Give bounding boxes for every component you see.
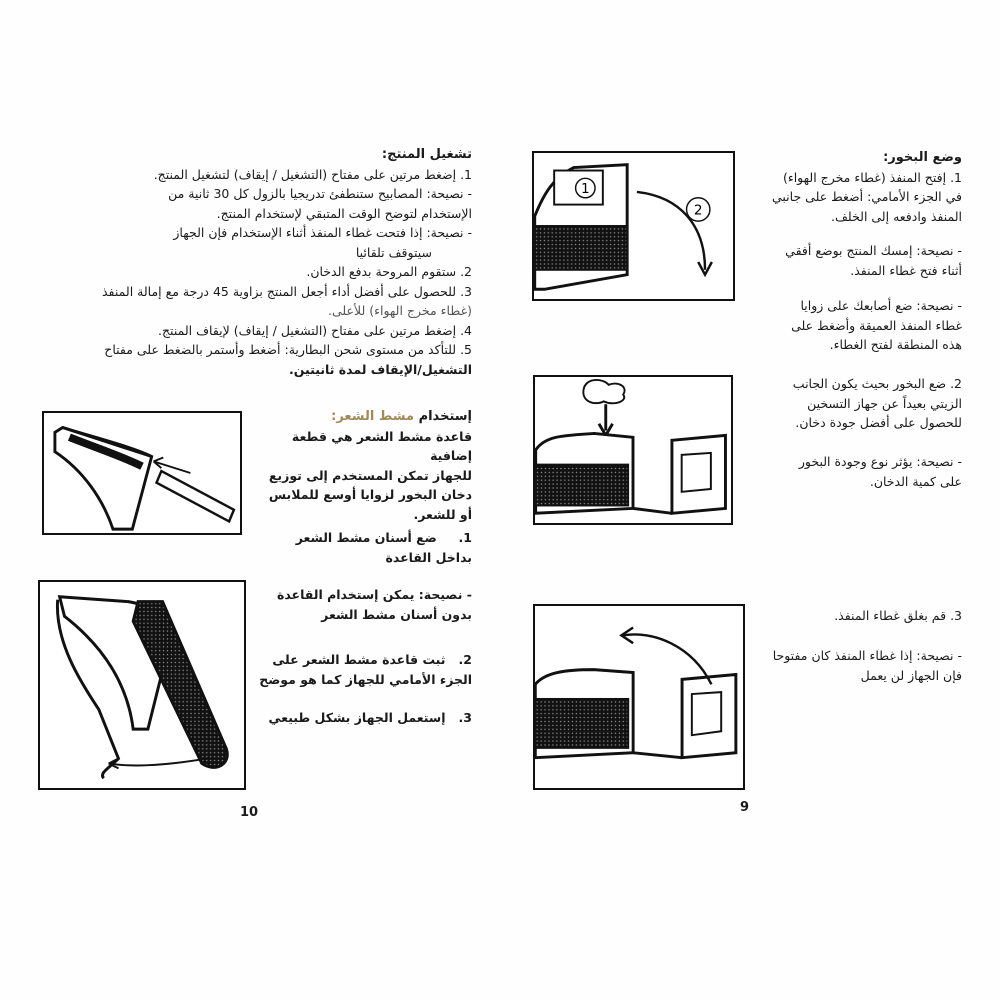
step-line: 2. ضع البخور بحيث يكون الجانب [792, 376, 962, 391]
tip-line: - نصيحة: إمسك المنتج بوضع أفقي [785, 243, 962, 258]
tip-line: - نصيحة: إذا غطاء المنفذ كان مفتوحا [772, 648, 962, 663]
tip-line: فإن الجهاز لن يعمل [860, 667, 962, 683]
tip-line: غطاء المنفذ العميقة وأضغط على [791, 317, 962, 333]
operate-line: (غطاء مخرج الهواء) للأعلى. [328, 303, 472, 318]
step-number: 1. [458, 530, 472, 545]
comb-tip-line: بدون أسنان مشط الشعر [321, 606, 472, 622]
tip-incense-quality [740, 452, 962, 491]
step-text: ضع أسنان مشط الشعر [295, 530, 437, 545]
step-text: ثبت قاعدة مشط الشعر على [272, 652, 446, 667]
step-number: 2. [458, 652, 472, 667]
comb-step-line: بداخل القاعدة [385, 549, 472, 565]
place-heading: وضع البخور: [883, 150, 962, 165]
step-3-close-outlet [750, 606, 962, 626]
step-text: إستعمل الجهاز بشكل طبيعي [268, 710, 446, 725]
operate-section [20, 145, 472, 379]
comb-insert-illustration [44, 413, 240, 533]
close-outlet-figure [533, 604, 745, 790]
step-number: 3. [458, 710, 472, 725]
tip-line: هذه المنطقة لفتح الغطاء. [829, 337, 962, 352]
operate-line: 5. للتأكد من مستوى شحن البطارية: أضغط وأستمر بالضغط على مفتاح [104, 342, 472, 357]
tip-line: أثناء فتح غطاء المنفذ. [850, 262, 962, 278]
figure-label-2: 2 [693, 202, 703, 219]
operate-line: - نصيحة: المصابيح ستنطفئ تدريجيا بالزول كل 30 ثانية من [168, 186, 472, 201]
comb-section [250, 407, 472, 524]
place-line: 1. إفتح المنفذ (غطاء مخرج الهواء) [782, 169, 962, 185]
operate-line: الإستخدام لتوضح الوقت المتبقي لإستخدام المنتج. [216, 205, 472, 221]
tip-line: على كمية الدخان. [869, 473, 962, 489]
operate-line: التشغيل/الإيقاف لمدة ثانيتين. [289, 361, 472, 377]
operate-line: 3. للحصول على أفضل أداء أجعل المنتج بزاوية 45 درجة مع إمالة المنفذ [102, 283, 472, 299]
place-line: المنفذ وادفعه إلى الخلف. [831, 208, 962, 224]
tip-outlet-open [744, 646, 962, 685]
comb-heading [250, 407, 472, 427]
operate-line: 4. إضغط مرتين على مفتاح (التشغيل / إيقاف) لإيقاف المنتج. [158, 322, 472, 338]
comb-step-1 [250, 528, 472, 567]
close-outlet-illustration [535, 606, 743, 788]
operate-line: سيتوقف تلقائيا [355, 244, 432, 260]
place-line: في الجزء الأمامي: أضغط على جانبي [771, 189, 962, 204]
comb-step-line [250, 650, 472, 670]
comb-insert-figure [42, 411, 242, 535]
place-incense-figure [533, 375, 733, 525]
tip-fingers [740, 296, 962, 355]
operate-line: - نصيحة: إذا فتحت غطاء المنفذ أثناء الإستخدام فإن الجهاز [173, 225, 472, 240]
comb-intro-line: دخان البخور لزوايا أوسع للملابس [268, 487, 472, 502]
comb-tip [250, 585, 472, 624]
tip-line: - نصيحة: ضع أصابعك على زوايا [800, 298, 962, 313]
comb-step-2 [250, 650, 472, 689]
comb-attached-illustration [40, 582, 244, 788]
tip-line: - نصيحة: يؤثر نوع وجودة البخور [798, 454, 962, 469]
tip-horizontal [740, 241, 962, 280]
page-number-left: 10 [240, 805, 259, 820]
step-2-place-incense [740, 374, 962, 433]
comb-attached-figure [38, 580, 246, 790]
operate-line: 1. إضغط مرتين على مفتاح (التشغيل / إيقاف) لتشغيل المنتج. [153, 166, 472, 182]
comb-intro-line: قاعدة مشط الشعر هي قطعة إضافية [291, 428, 472, 463]
page-number-right: 9 [740, 800, 750, 815]
comb-intro-line: للجهاز تمكن المستخدم إلى توزيع [268, 467, 472, 483]
comb-heading-prefix: إستخدام [418, 409, 472, 424]
comb-step-line: الجزء الأمامي للجهاز كما هو موضح [259, 671, 472, 687]
open-outlet-illustration [534, 153, 733, 299]
operate-heading: تشغيل المنتج: [381, 147, 472, 162]
comb-step-line [250, 708, 472, 728]
comb-step-3 [250, 708, 472, 728]
open-outlet-figure [532, 151, 735, 301]
right-page [500, 0, 1000, 1000]
step-line: 3. قم بغلق غطاء المنفذ. [834, 608, 962, 623]
operate-line: 2. ستقوم المروحة بدفع الدخان. [306, 264, 472, 279]
comb-intro-line: أو للشعر. [413, 506, 472, 522]
place-incense-illustration [535, 377, 731, 523]
figure-label-1: 1 [580, 180, 590, 197]
comb-step-line [250, 528, 472, 548]
place-section [740, 148, 962, 226]
comb-tip-line: - نصيحة: يمكن إستخدام القاعدة [276, 587, 472, 602]
comb-heading-rest: مشط الشعر: [331, 409, 415, 424]
step-line: للحصول على أفضل جودة دخان. [795, 415, 962, 430]
step-line: الزيتي بعيداً عن جهاز التسخين [807, 395, 962, 411]
